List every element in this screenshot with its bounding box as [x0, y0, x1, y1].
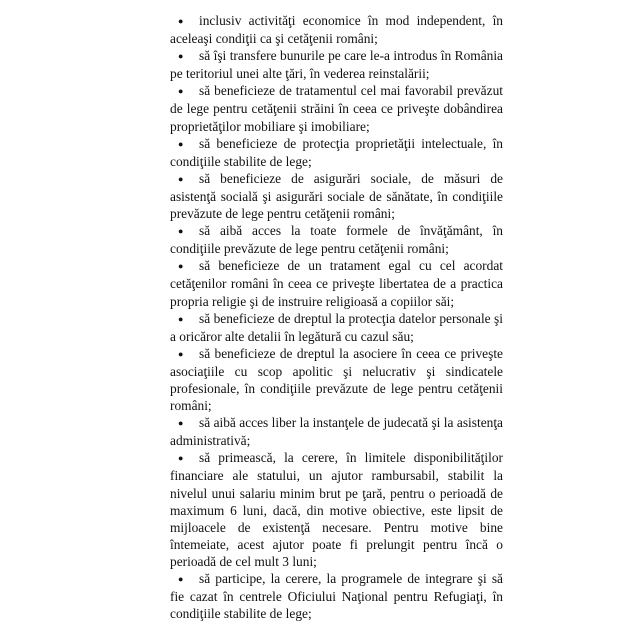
list-item-text: să aibă acces liber la instanţele de judecată şi la asistenţa administrativă; — [170, 415, 503, 449]
list-item — [170, 449, 503, 570]
list-item — [170, 257, 503, 309]
bullet-icon: ● — [178, 138, 184, 149]
list-item-text: să aibă acces la toate formele de învăţământ, în condiţiile prevăzute de lege pentru cetăţenii români; — [170, 223, 503, 257]
list-item — [170, 12, 503, 47]
list-item — [170, 345, 503, 414]
list-item-text: să beneficieze de protecţia proprietăţii intelectuale, în condiţiile stabilite de lege; — [170, 135, 503, 169]
document-page — [170, 12, 503, 622]
list-item — [170, 170, 503, 222]
list-item-text: să beneficieze de dreptul la asociere în ceea ce priveşte asociaţiile cu scop apolitic şi nelucrativ şi sindicatele profesionale, în condiţiile prevăzute de lege pentru cetăţenii români; — [170, 345, 503, 414]
list-item-text: să primească, la cerere, în limitele disponibilităţilor financiare ale statului, un ajutor rambursabil, stabilit la nivelul unui salariu minim brut pe ţară, pentru o perioadă de maximum 6 luni, dacă, din motive obiective, este lipsit de mijloacele de existenţă necesare. Pentru motive bine întemeiate, acest ajutor poate fi prelungit pentru încă o perioadă de cel mult 3 luni; — [170, 450, 503, 569]
bullet-icon: ● — [178, 261, 184, 272]
list-item-text: să beneficieze de dreptul la protecţia datelor personale şi a oricăror alte detalii în legătură cu cazul său; — [170, 310, 503, 344]
bullet-icon: ● — [178, 453, 184, 464]
bullet-icon: ● — [178, 418, 184, 429]
list-item-text: să îşi transfere bunurile pe care le-a introdus în România pe teritoriul unei alte ţări, în vederea reinstalării; — [170, 48, 503, 82]
list-item-text: inclusiv activităţi economice în mod independent, în aceleaşi condiţii ca şi cetăţenii români; — [170, 13, 503, 47]
bullet-icon: ● — [178, 86, 184, 97]
list-item-text: să beneficieze de asigurări sociale, de măsuri de asistenţă socială şi asigurări sociale de sănătate, în condiţiile prevăzute de lege pentru cetăţenii români; — [170, 170, 503, 222]
list-item — [170, 135, 503, 170]
list-item — [170, 310, 503, 345]
list-item-text: să beneficieze de un tratament egal cu cel acordat cetăţenilor români în ceea ce priveşte libertatea de a practica propria religie şi de instruire religioasă a copiilor săi; — [170, 258, 503, 309]
bullet-icon: ● — [178, 348, 184, 359]
bullet-icon: ● — [178, 173, 184, 184]
bullet-icon: ● — [178, 574, 184, 584]
list-item — [170, 414, 503, 449]
list-item — [170, 222, 503, 257]
list-item — [170, 47, 503, 82]
list-item-text: să beneficieze de tratamentul cel mai favorabil prevăzut de lege pentru cetăţenii străini în ceea ce priveşte dobândirea proprietăţilor mobiliare şi imobiliare; — [170, 83, 503, 134]
bullet-icon: ● — [178, 51, 184, 62]
list-item — [170, 570, 503, 622]
bullet-icon: ● — [178, 16, 184, 26]
bullet-icon: ● — [178, 226, 184, 237]
list-item-text: să participe, la cerere, la programele de integrare şi să fie cazat în centrele Oficiului Naţional pentru Refugiaţi, în condiţiile stabilite de lege; — [170, 571, 503, 622]
list-item — [170, 82, 503, 134]
bullet-icon: ● — [178, 313, 184, 324]
